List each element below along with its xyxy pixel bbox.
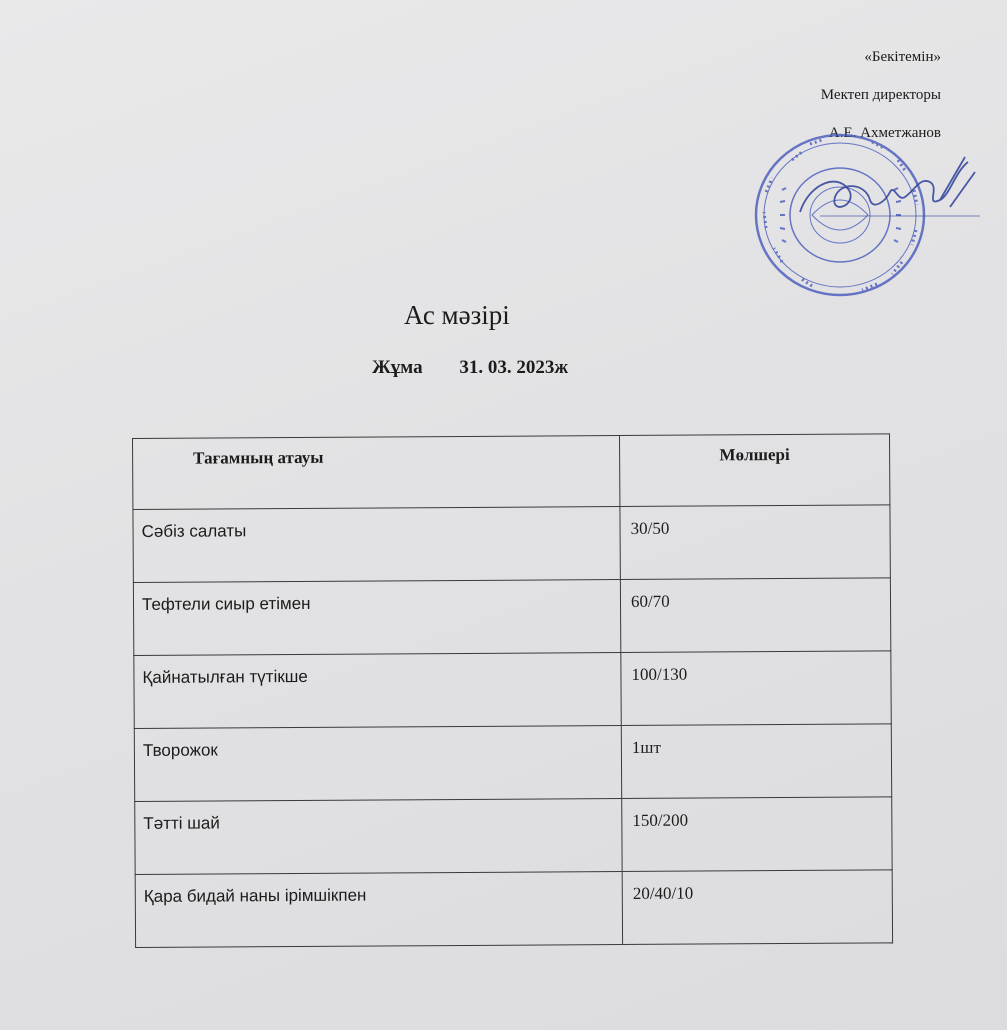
dish-name: Қара бидай наны ірімшікпен	[135, 872, 622, 948]
table-row	[134, 651, 891, 729]
menu-table	[132, 433, 893, 948]
dish-quantity: 30/50	[620, 505, 890, 580]
dish-quantity: 60/70	[620, 578, 890, 653]
table-row	[133, 578, 890, 656]
dish-quantity: 1шт	[621, 724, 891, 799]
dish-quantity: 20/40/10	[622, 870, 892, 945]
dish-quantity: 150/200	[622, 797, 892, 872]
dish-name: Творожок	[134, 726, 621, 802]
director-name: А.Е. Ахметжанов	[828, 125, 941, 141]
dish-name: Сәбіз салаты	[133, 507, 620, 583]
header-quantity: Мөлшері	[619, 434, 889, 507]
director-position: Мектеп директоры	[820, 87, 941, 103]
dish-name: Қайнатылған түтікше	[134, 653, 621, 729]
table-row	[135, 870, 892, 948]
table-header-row	[133, 434, 890, 510]
dish-name: Тәтті шай	[135, 799, 622, 875]
table-row	[134, 724, 891, 802]
menu-day: Жұма	[372, 357, 423, 378]
table-row	[135, 797, 892, 875]
menu-date	[372, 357, 568, 379]
page-title: Ас мәзірі	[404, 300, 510, 330]
dish-name: Тефтели сиыр етімен	[133, 580, 620, 656]
menu-date-value: 31. 03. 2023ж	[459, 357, 569, 378]
approval-label: «Бекітемін»	[864, 49, 941, 65]
table-row	[133, 505, 890, 583]
director-signature	[790, 152, 980, 232]
header-dish-name: Тағамның атауы	[133, 436, 620, 510]
dish-quantity: 100/130	[621, 651, 891, 726]
